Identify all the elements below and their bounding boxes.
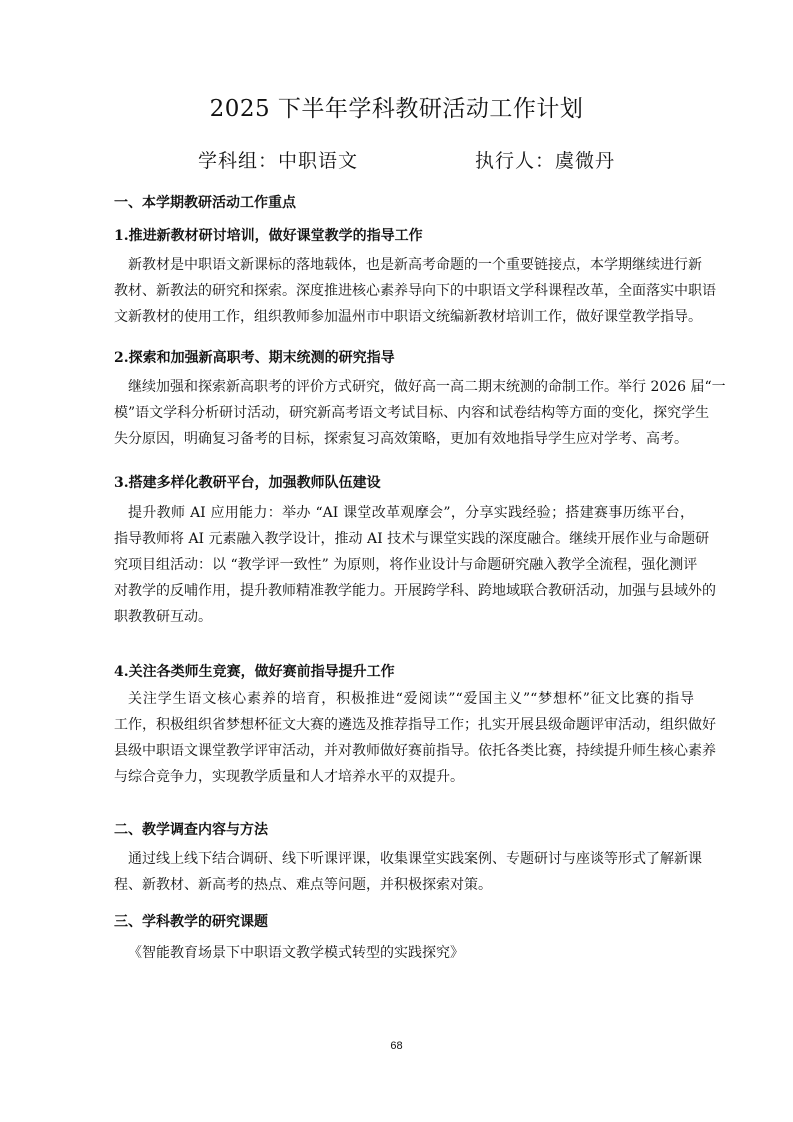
paragraph-line: 程、新教材、新高考的热点、难点等问题，并积极探索对策。 <box>114 877 492 893</box>
paragraph-line: 继续加强和探索新高职考的评价方式研究，做好高一高二期末统测的命制工作。举行 2026 届“一 <box>128 379 726 395</box>
paragraph-line: 新教材是中职语文新课标的落地载体，也是新高考命题的一个重要链接点，本学期继续进行新 <box>128 257 702 273</box>
paragraph-line: 模”语文学科分析研讨活动，研究新高考语文考试目标、内容和试卷结构等方面的变化，探究学生 <box>114 405 710 421</box>
section-3-heading: 三、学科教学的研究课题 <box>114 914 268 930</box>
paragraph-line: 失分原因，明确复习备考的目标，探索复习高效策略，更加有效地指导学生应对学考、高考。 <box>114 431 688 447</box>
paragraph-line: 与综合竞争力，实现教学质量和人才培养水平的双提升。 <box>114 769 464 785</box>
item-4-paragraph <box>114 686 716 790</box>
section-1-heading: 一、本学期教研活动工作重点 <box>114 195 296 211</box>
subject-group: 学科组：中职语文 <box>198 150 359 172</box>
item-2-paragraph <box>114 374 726 452</box>
paragraph-line: 对教学的反哺作用，提升教师精准教学能力。开展跨学科、跨地域联合教研活动，加强与县域外的 <box>114 583 716 599</box>
item-2-heading: 2.探索和加强新高职考、期末统测的研究指导 <box>114 350 395 366</box>
item-1-heading: 1.推进新教材研讨培训，做好课堂教学的指导工作 <box>114 228 423 244</box>
item-1-paragraph <box>114 252 716 330</box>
paragraph-line: 指导教师将 AI 元素融入教学设计，推动 AI 技术与课堂实践的深度融合。继续开展作业与命题研 <box>114 531 710 547</box>
document-title: 2025 下半年学科教研活动工作计划 <box>209 96 584 122</box>
section-2-paragraph <box>114 846 702 898</box>
paragraph-line: 县级中职语文课堂教学评审活动，并对教师做好赛前指导。依托各类比赛，持续提升师生核心素养 <box>114 743 716 759</box>
item-4-heading: 4.关注各类师生竞赛，做好赛前指导提升工作 <box>114 664 395 680</box>
executor: 执行人：虞微丹 <box>475 150 616 172</box>
section-2-heading: 二、教学调查内容与方法 <box>114 822 268 838</box>
paragraph-line: 工作，积极组织省梦想杯征文大赛的遴选及推荐指导工作；扎实开展县级命题评审活动，组织做好 <box>114 717 716 733</box>
paragraph-line: 文新教材的使用工作，组织教师参加温州市中职语文统编新教材培训工作，做好课堂教学指导。 <box>114 309 702 325</box>
item-3-heading: 3.搭建多样化教研平台，加强教师队伍建设 <box>114 475 381 491</box>
paragraph-line: 关注学生语文核心素养的培育，积极推进“爱阅读”“爱国主义”“梦想杯”征文比赛的指导 <box>128 691 694 707</box>
item-3-paragraph <box>114 500 716 630</box>
paragraph-line: 究项目组活动：以 “教学评一致性” 为原则，将作业设计与命题研究融入教学全流程，强化测评 <box>114 557 698 573</box>
research-topic: 《智能教育场景下中职语文教学模式转型的实践探究》 <box>128 945 464 961</box>
page-number: 68 <box>390 1040 403 1052</box>
paragraph-line: 教材、新教法的研究和探索。深度推进核心素养导向下的中职语文学科课程改革，全面落实中职语 <box>114 283 716 299</box>
paragraph-line: 提升教师 AI 应用能力：举办 “AI 课堂改革观摩会”，分享实践经验；搭建赛事历练平台， <box>128 505 694 521</box>
paragraph-line: 通过线上线下结合调研、线下听课评课，收集课堂实践案例、专题研讨与座谈等形式了解新课 <box>128 851 702 867</box>
paragraph-line: 职教教研互动。 <box>114 609 212 625</box>
